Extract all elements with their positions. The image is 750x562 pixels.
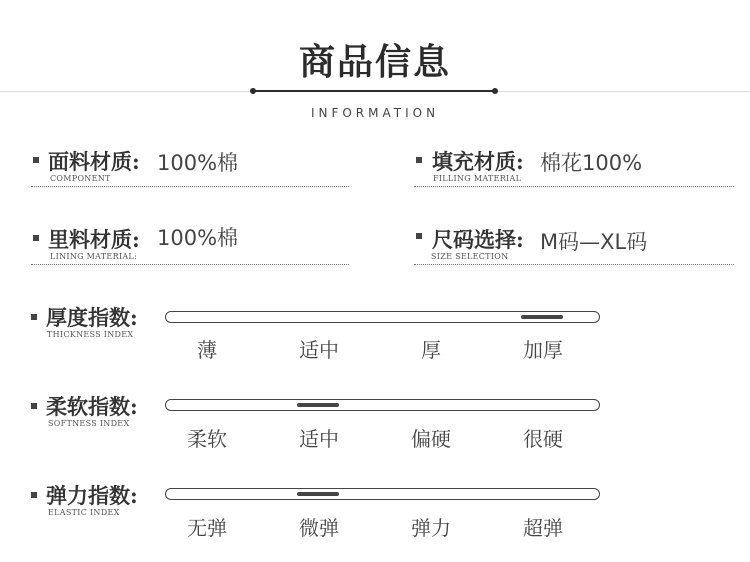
page-subtitle: INFORMATION [310, 106, 440, 120]
fabric-value: 100%棉 [157, 151, 239, 175]
thickness-option: 厚 [421, 338, 441, 362]
thickness-scale-track [165, 311, 600, 323]
elastic-option: 无弹 [187, 516, 227, 540]
elastic-scale-track [165, 488, 600, 500]
thickness-option: 加厚 [523, 338, 563, 362]
bullet-icon [31, 492, 37, 498]
bullet-icon [33, 157, 39, 163]
underline-dot-right [492, 88, 498, 94]
bullet-icon [416, 157, 422, 163]
thickness-scale-marker [521, 315, 563, 319]
thickness-option: 薄 [197, 338, 217, 362]
title-underline [254, 90, 494, 92]
bullet-icon [416, 233, 422, 239]
lining-value: 100%棉 [157, 226, 239, 250]
bullet-icon [33, 235, 39, 241]
fabric-sub: COMPONENT [50, 174, 111, 183]
softness-option: 柔软 [187, 427, 227, 451]
lining-dotted-rule [31, 264, 349, 265]
elastic-sub: ELASTIC INDEX [48, 508, 120, 517]
softness-scale-marker [297, 403, 339, 407]
page-title: 商品信息 [298, 41, 451, 83]
filling-sub: FILLING MATERIAL [433, 174, 522, 183]
fabric-label: 面料材质: [48, 149, 140, 174]
softness-label: 柔软指数: [46, 394, 138, 419]
softness-option: 很硬 [523, 427, 563, 451]
fabric-dotted-rule [31, 186, 349, 187]
size-label: 尺码选择: [432, 227, 524, 252]
softness-sub: SOFTNESS INDEX [48, 419, 130, 428]
softness-scale-track [165, 399, 600, 411]
thickness-option: 适中 [299, 338, 339, 362]
size-sub: SIZE SELECTION [431, 252, 509, 261]
underline-dot-left [250, 88, 256, 94]
bullet-icon [31, 403, 37, 409]
filling-dotted-rule [414, 186, 734, 187]
filling-value: 棉花100% [540, 151, 643, 175]
softness-option: 偏硬 [411, 427, 451, 451]
thickness-sub: THICKNESS INDEX [47, 330, 134, 339]
thickness-label: 厚度指数: [46, 305, 138, 330]
lining-label: 里料材质: [48, 227, 140, 252]
softness-option: 适中 [299, 427, 339, 451]
elastic-option: 微弹 [299, 516, 339, 540]
elastic-option: 弹力 [411, 516, 451, 540]
bullet-icon [31, 314, 37, 320]
elastic-scale-marker [297, 492, 339, 496]
elastic-label: 弹力指数: [46, 483, 138, 508]
lining-sub: LINING MATERIAL: [50, 252, 138, 261]
size-value: M码—XL码 [540, 230, 648, 254]
size-dotted-rule [414, 264, 734, 265]
filling-label: 填充材质: [432, 149, 524, 174]
elastic-option: 超弹 [523, 516, 563, 540]
